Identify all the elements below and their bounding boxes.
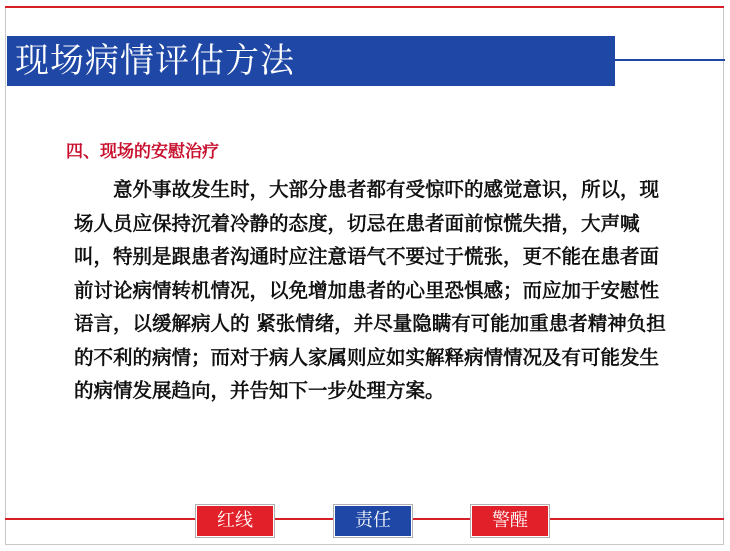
section-heading: 四、现场的安慰治疗 <box>66 142 219 162</box>
top-red-line <box>5 6 724 8</box>
red-line-button[interactable]: 红线 <box>196 505 274 537</box>
responsibility-button[interactable]: 责任 <box>334 505 412 537</box>
alert-button[interactable]: 警醒 <box>471 505 549 537</box>
slide-title: 现场病情评估方法 <box>15 41 295 81</box>
body-paragraph: 意外事故发生时，大部分患者都有受惊吓的感觉意识，所以，现场人员应保持沉着冷静的态度，切忌在患者面前惊慌失措，大声喊叫，特别是跟患者沟通时应注意语气不要过于慌张，更不能在患者面前讨论病情转机情况，以免增加患者的心里恐惧感；而应加于安慰性语言，以缓解病人的 紧张情绪，并尽量隐瞒有可能加重患者精神负担的不利的病情；而对于病人家属则应如实解释病情情况及有可能发生的病情发展趋向，并告知下一步处理方案。 <box>74 178 666 402</box>
title-bar <box>7 36 615 86</box>
